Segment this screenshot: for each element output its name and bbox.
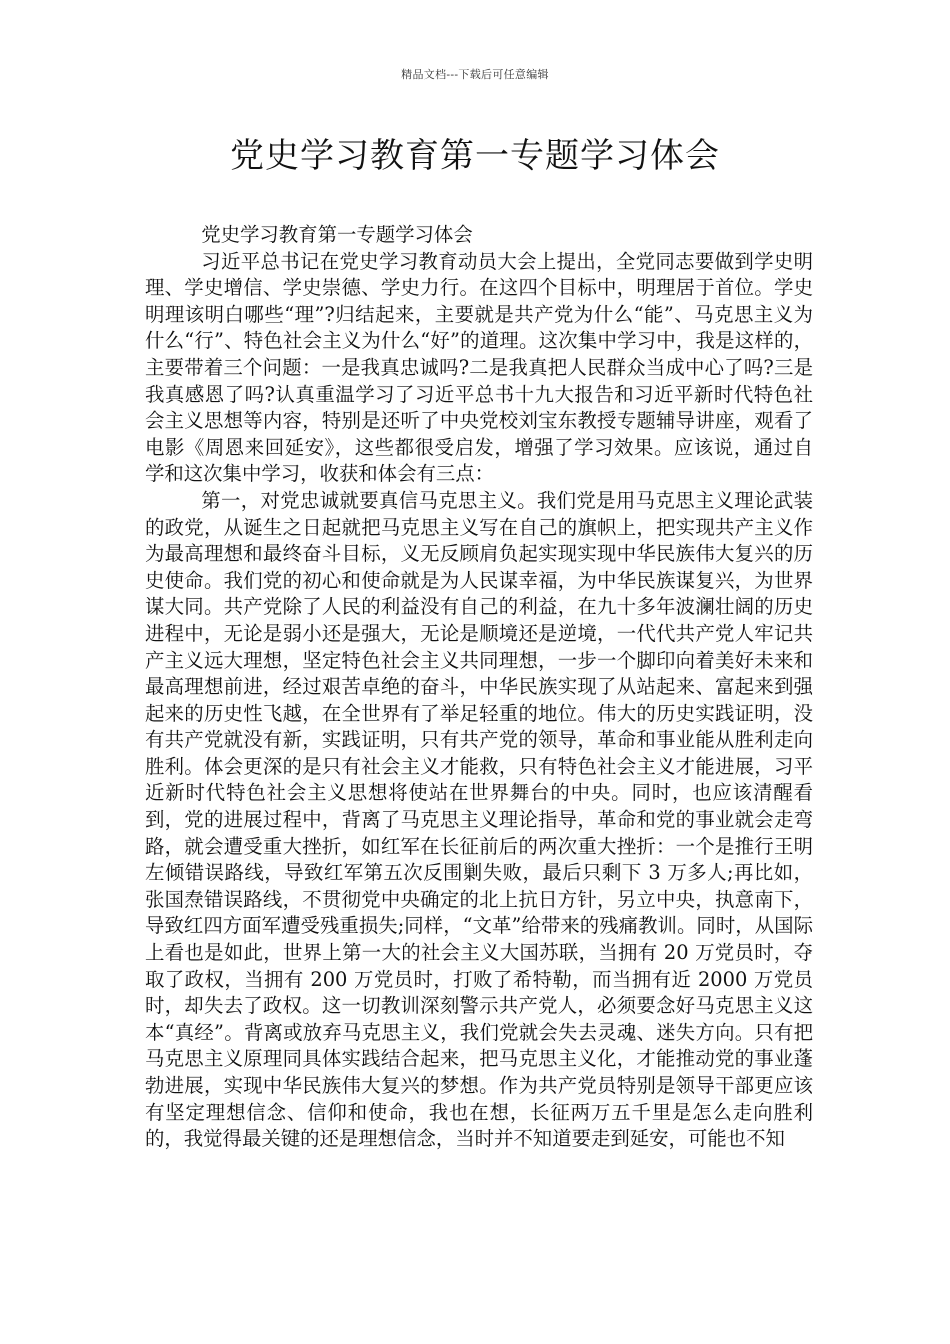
body-paragraph-subtitle: 党史学习教育第一专题学习体会	[201, 223, 473, 246]
document-body	[145, 222, 813, 1153]
body-paragraph-first-point: 第一，对党忠诚就要真信马克思主义。我们党是用马克思主义理论武装的政党，从诞生之日起就把马克思主义写在自己的旗帜上，把实现共产主义作为最高理想和最终奋斗目标，义无反顾肩负起实现实现中华民族伟大复兴的历史使命。我们党的初心和使命就是为人民谋幸福，为中华民族谋复兴，为世界谋大同。共产党除了人民的利益没有自己的利益，在九十多年波澜壮阔的历史进程中，无论是弱小还是强大，无论是顺境还是逆境，一代代共产党人牢记共产主义远大理想，坚定特色社会主义共同理想，一步一个脚印向着美好未来和最高理想前进，经过艰苦卓绝的奋斗，中华民族实现了从站起来、富起来到强起来的历史性飞越，在全世界有了举足轻重的地位。伟大的历史实践证明，没有共产党就没有新，实践证明，只有共产党的领导，革命和事业能从胜利走向胜利。体会更深的是只有社会主义才能救，只有特色社会主义才能进展，习平近新时代特色社会主义思想将使站在世界舞台的中央。同时，也应该清醒看到，党的进展过程中，背离了马克思主义理论指导，革命和党的事业就会走弯路，就会遭受重大挫折，如红军在长征前后的两次重大挫折：一个是推行王明左倾错误路线，导致红军第五次反围剿失败，最后只剩下 3 万多人;再比如，张国焘错误路线，不贯彻党中央确定的北上抗日方针，另立中央，执意南下，导致红四方面军遭受残重损失;同样，“文革”给带来的残痛教训。同时，从国际上看也是如此，世界上第一大的社会主义大国苏联，当拥有 20 万党员时，夺取了政权，当拥有 200 万党员时，打败了希特勒，而当拥有近 2000 万党员时，却失去了政权。这一切教训深刻警示共产党人，必须要念好马克思主义这本“真经”。背离或放弃马克思主义，我们党就会失去灵魂、迷失方向。只有把马克思主义原理同具体实践结合起来，把马克思主义化，才能推动党的事业蓬勃进展，实现中华民族伟大复兴的梦想。作为共产党员特别是领导干部更应该有坚定理想信念、信仰和使命，我也在想，长征两万五千里是怎么走向胜利的，我觉得最关键的还是理想信念，当时并不知道要走到延安，可能也不知	[145, 488, 813, 1151]
header-note: 精品文档---下载后可任意编辑	[401, 68, 549, 81]
document-title: 党史学习教育第一专题学习体会	[230, 136, 720, 176]
body-paragraph-intro: 习近平总书记在党史学习教育动员大会上提出，全党同志要做到学史明理、学史增信、学史崇德、学史力行。在这四个目标中，明理居于首位。学史明理该明白哪些“理”?归结起来，主要就是共产党为什么“能”、马克思主义为什么“行”、特色社会主义为什么“好”的道理。这次集中学习中，我是这样的，主要带着三个问题：一是我真忠诚吗?二是我真把人民群众当成中心了吗?三是我真感恩了吗?认真重温学习了习近平总书十九大报告和习近平新时代特色社会主义思想等内容，特别是还听了中央党校刘宝东教授专题辅导讲座，观看了电影《周恩来回延安》，这些都很受启发，增强了学习效果。应该说，通过自学和这次集中学习，收获和体会有三点：	[145, 249, 813, 486]
